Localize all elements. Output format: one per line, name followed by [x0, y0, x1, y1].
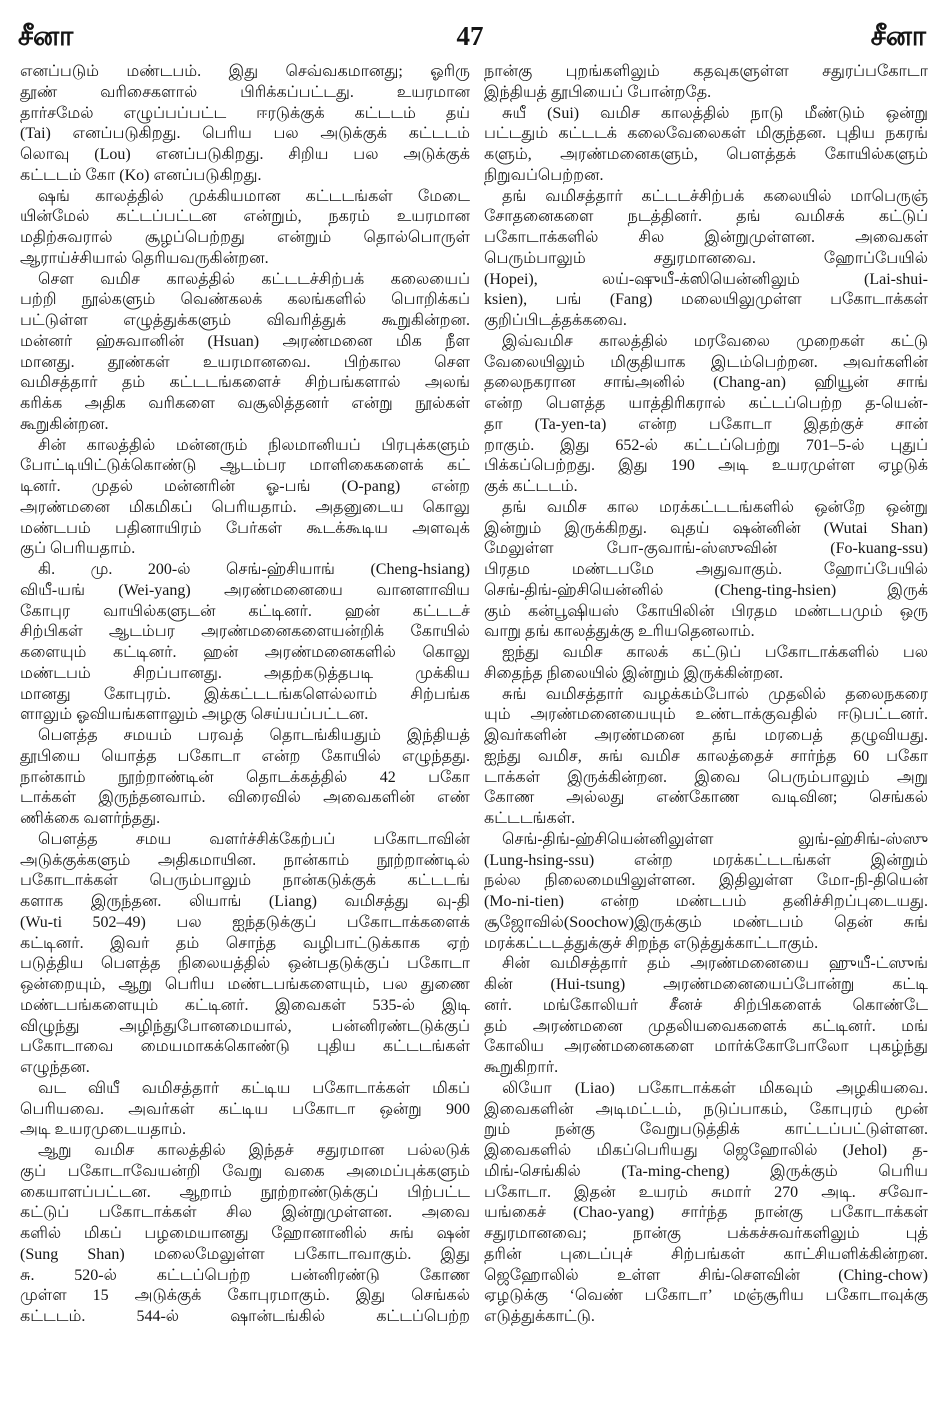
text-line: கட்டடம் கோ (Ko) எனப்படுகிறது.: [20, 166, 262, 184]
text-line: சிற்பிகள் ஆடம்பர அரண்மனைகளையன்றிக் கோயில்: [20, 623, 470, 641]
text-line: மண்டபம் பதினாயிரம் பேர்கள் கூடக்கூடிய அளவுக்: [20, 519, 470, 537]
text-line: என்ற பௌத்த யாத்திரிகரால் கட்டப்பெற்ற த-யென்-: [484, 395, 928, 412]
text-line: ஐந்து வமிச காலக் கட்டுப் பகோடாக்களில் பல: [502, 644, 928, 661]
text-line: தார்சமேல் எழுப்பப்பட்ட ஈரடுக்குக் கட்டடம் தய்: [20, 104, 470, 122]
paragraph: [20, 270, 470, 436]
text-line: ஐந்து வமிச, சுங் வமிச காலத்தைச் சார்ந்த 60 பகோ: [484, 747, 928, 765]
text-line: களும், அரண்மனைகளும், பௌத்தக் கோயில்களும்: [484, 146, 928, 163]
text-line: (Mo-ni-tien) என்ற மண்டபம் தனிச்சிறப்புடையது.: [484, 893, 928, 910]
text-line: மிங்-செங்கில் (Ta-ming-cheng) இருக்கும் பெரிய: [484, 1162, 928, 1180]
text-line: தூண் வரிசைகளால் பிரிக்கப்பட்டது. உயரமான: [20, 83, 470, 101]
text-line: தலைநகரான சாங்அனில் (Chang-an) ஹியூன் சாங்: [484, 374, 928, 392]
paragraph: [484, 643, 928, 685]
text-line: யும் அரண்மனையையும் உண்டாக்குவதில் ஈடுபட்டனர்.: [484, 706, 928, 724]
text-line: களையும் கட்டினர். ஹன் அரண்மனைகளில் கொலு: [20, 644, 470, 661]
text-line: மானது கோபுரம். இக்கட்டடங்களெல்லாம் சிற்பங்க: [20, 685, 470, 703]
text-line: இந்தியத் தூபியைப் போன்றதே.: [484, 83, 712, 101]
text-line: குப் பெரியதாம்.: [20, 540, 136, 558]
text-line: பற்றி நூல்களும் வெண்கலக் கலங்களில் பொறிக்கப்: [20, 291, 470, 309]
text-line: ணிக்கை வளர்ந்தது.: [20, 810, 161, 827]
text-line: மானது. தூண்கள் உயரமானவை. பிற்கால சௌ: [20, 353, 470, 371]
text-line: கின் (Hui-tsung) அரண்மனையைப்போன்று கட்டி: [484, 976, 928, 993]
paragraph: [484, 954, 928, 1079]
paragraph: [484, 498, 928, 643]
text-line: மேலுள்ள போ-குவாங்-ஸ்ஸுவின் (Fo-kuang-ssu): [484, 540, 928, 558]
text-line: குக் கட்டடம்.: [484, 478, 578, 495]
text-line: கி. மு. 200-ல் செங்-ஹ்சியாங் (Cheng-hsiang): [38, 561, 470, 578]
text-line: ஆராய்ச்சியால் தெரியவருகின்றன.: [20, 249, 269, 267]
text-line: மண்டபங்களையும் கட்டினர். இவைகள் 535-ல் இடி: [20, 996, 470, 1014]
text-line: டாக்கள் இருந்தனவாம். விரைவில் அவைகளின் எண்: [20, 789, 470, 807]
text-line: பௌத்த சமயம் பரவத் தொடங்கியதும் இந்தியத்: [38, 727, 470, 744]
text-line: கட்டினர். இவர் தம் சொந்த வழிபாட்டுக்காக ஏற்: [20, 934, 470, 952]
text-line: முள்ள 15 அடுக்குக் கோபுரமாகும். இது செங்கல்: [20, 1287, 470, 1305]
text-line: பட்டதும் கட்டடக் கலைவேலைகள் மிகுந்தன. புதிய நகரங்: [484, 125, 928, 143]
text-line: பகோடாவை மையமாகக்கொண்டு புதிய கட்டடங்கள்: [20, 1038, 470, 1056]
text-line: செங்-திங்-ஹ்சியென்னில் (Cheng-ting-hsien) இருக்: [484, 581, 928, 599]
text-line: ksien), பங் (Fang) மலையிலுமுள்ள பகோடாக்கள்: [484, 291, 928, 309]
text-line: ளாலும் ஓவியங்களாலும் அழகு செய்யப்பட்டன.: [20, 706, 369, 724]
text-line: மரக்கட்டடத்துக்குச் சிறந்த எடுத்துக்காட்டாகும்.: [484, 934, 819, 952]
text-line: போட்டியிட்டுக்கொண்டு ஆடம்பர மாளிகைகளைக் கட்: [20, 457, 470, 475]
text-line: வமிசத்தார் தம் கட்டடங்களைச் சிற்பங்களால் அலங்: [20, 374, 470, 392]
paragraph: [20, 1141, 470, 1328]
text-line: தங் வமிசத்தார் கட்டடச்சிற்பக் கலையில் மாபெருஞ்: [502, 187, 928, 205]
text-line: பௌத்த சமய வளர்ச்சிக்கேற்பப் பகோடாவின்: [38, 830, 470, 848]
text-line: பட்டுள்ள எழுத்துக்களும் விவரித்துக் கூறுகின்றன.: [20, 312, 470, 329]
text-line: சின் காலத்தில் மன்னரும் நிலமானியப் பிரபுக்களும்: [38, 436, 470, 454]
paragraph: [484, 332, 928, 498]
text-line: டினர். முதல் மன்னரின் ஓ-பங் (O-pang) என்ற: [20, 478, 470, 495]
paragraph: [20, 830, 470, 1079]
text-line: வியீ-யங் (Wei-yang) அரண்மனையை வானளாவிய: [20, 581, 470, 599]
running-head-left: சீனா: [18, 21, 74, 51]
text-line: பிரதம மண்டபமே அதுவாகும். ஹோப்பேயில்: [484, 561, 928, 578]
text-line: மண்டபம் சிறப்பானது. அதற்கடுத்தபடி முக்கிய: [20, 664, 470, 682]
text-line: செங்-திங்-ஹ்சியென்னிலுள்ள லுங்-ஹ்சிங்-ஸ்ஸு: [502, 830, 928, 848]
text-line: குறிப்பிடத்தக்கவை.: [484, 312, 627, 329]
text-line: (Lung-hsing-ssu) என்ற மரக்கட்டடங்கள் இன்றும்: [484, 851, 928, 869]
text-line: சுங் வமிசத்தார் வழக்கம்போல் முதலில் தலைநகரை: [502, 685, 928, 703]
running-head-right: சீனா: [870, 21, 926, 51]
text-line: (Wu-ti 502–49) பல ஐந்தடுக்குப் பகோடாக்களைக்: [20, 913, 470, 931]
text-line: சின் வமிசத்தார் தம் அரண்மனையை ஹுயீ-ட்ஸுங்: [502, 955, 928, 973]
paragraph: [484, 830, 928, 955]
text-line: அடுக்குக்களும் அதிகமாயின. நான்காம் நூற்றாண்டில்: [20, 851, 470, 869]
paragraph: [484, 187, 928, 332]
page-number: 47: [456, 21, 484, 51]
paragraph: [20, 726, 470, 830]
text-line: தங் வமிச கால மரக்கட்டடங்களில் ஒன்றே ஒன்று: [502, 498, 928, 516]
text-line: பெரும்பாலும் சதுரமானவை. ஹோப்பேயில்: [484, 249, 928, 267]
paragraph: [484, 1079, 928, 1328]
text-line: (Sung Shan) மலைமேலுள்ள பகோடாவாகும். இது: [20, 1245, 470, 1263]
paragraph: [484, 62, 928, 104]
text-line: நல்ல நிலைமையிலுள்ளன. இதிலுள்ள மோ-நி-தியென்: [484, 872, 928, 890]
text-line: பெரியவை. அவர்கள் கட்டிய பகோடா ஒன்று 900: [20, 1100, 470, 1118]
text-line: தம் அரண்மனை முதலியவைகளைக் கட்டினர். மங்: [484, 1017, 928, 1035]
text-line: (Tai) எனப்படுகிறது. பெரிய பல அடுக்குக் கட்டடம்: [20, 125, 470, 143]
text-line: அரண்மனை மிகமிகப் பெரியதாம். அதனுடைய கொலு: [20, 498, 470, 516]
text-line: பகோடா. இதன் உயரம் சுமார் 270 அடி. சவோ-: [484, 1183, 928, 1201]
text-line: கட்டுப் பகோடாக்கள் சில இன்றுமுள்ளன. அவை: [20, 1204, 470, 1222]
text-line: இவர்களின் அரண்மனை தங் மரபைத் தழுவியது.: [484, 727, 928, 744]
text-line: பிக்கப்பெற்றது. இது 190 அடி உயரமுள்ள ஏழடுக்: [484, 457, 928, 475]
text-line: னர். மங்கோலியர் சீனச் சிற்பிகளைக் கொண்டே: [484, 996, 928, 1014]
text-line: கையாளப்பட்டன. ஆறாம் நூற்றாண்டுக்குப் பிற்பட்ட: [20, 1183, 470, 1201]
text-line: கூறுகின்றன.: [20, 415, 109, 433]
text-line: பகோடாக்கள் பெரும்பாலும் நான்கடுக்குக் கட்டடங்: [20, 872, 470, 890]
text-line: சோதனைகளை நடத்தினர். தங் வமிசக் கட்டுப்: [484, 208, 928, 226]
text-line: குப் பகோடாவேயன்றி வேறு வகை அமைப்புக்களும்: [20, 1162, 470, 1180]
text-line: கோண அல்லது எண்கோண வடிவின; செங்கல்: [484, 789, 928, 807]
text-line: தரின் புடைப்புச் சிற்பங்கள் காட்சியளிக்கின்றன.: [484, 1245, 928, 1263]
text-line: எழுந்தன.: [20, 1059, 90, 1076]
paragraph: [20, 436, 470, 561]
text-line: கூறுகிறார்.: [484, 1059, 559, 1076]
text-line: கோலிய அரண்மனைகளை மார்க்கோபோலோ புகழ்ந்து: [484, 1038, 928, 1056]
text-line: மதிற்சுவரால் சூழப்பெற்றது என்றும் தொல்பொருள்: [20, 229, 470, 246]
text-line: சு. 520-ல் கட்டப்பெற்ற பன்னிரண்டு கோண: [20, 1266, 470, 1284]
paragraph: [20, 1079, 470, 1141]
text-line: லொவு (Lou) எனப்படுகிறது. சிறிய பல அடுக்குக்: [20, 146, 470, 163]
text-line: இவைகளின் அடிமட்டம், நடுப்பாகம், கோபுரம் மூன்: [484, 1100, 928, 1118]
text-line: விழுந்து அழிந்துபோனமையால், பன்னிரண்டடுக்குப்: [20, 1017, 470, 1035]
text-line: கோபுர வாயில்களுடன் கட்டினர். ஹன் கட்டடச்: [20, 602, 470, 620]
text-line: கட்டடம். 544-ல் ஷான்டங்கில் கட்டப்பெற்ற: [20, 1308, 470, 1325]
text-line: அடி உயரமுடையதாம்.: [20, 1121, 187, 1139]
text-line: தூபியை யொத்த பகோடா என்ற கோயில் எழுந்தது.: [20, 747, 470, 765]
text-line: சிதைந்த நிலையில் இன்றும் இருக்கின்றன.: [484, 664, 784, 682]
text-line: தா (Ta-yen-ta) என்ற பகோடா இதற்குச் சான்: [484, 415, 928, 433]
text-line: கரிக்க அதிக வரிகளை வசூலித்தனர் என்று நூல்கள்: [20, 395, 470, 412]
text-line: ஷங் காலத்தில் முக்கியமான கட்டடங்கள் மேடை: [38, 187, 470, 205]
text-line: கும் கன்பூஷியஸ் கோயிலின் பிரதம மண்டபமும் ஒரு: [484, 602, 928, 620]
text-line: கட்டடங்கள்.: [484, 810, 576, 827]
paragraph: [20, 187, 470, 270]
text-line: சூஜோவில்(Soochow)இருக்கும் மண்டபம் தென் சுங்: [484, 913, 928, 931]
right-column: [484, 62, 928, 1328]
text-line: றும் நன்கு வேறுபடுத்திக் காட்டப்பட்டுள்ளன.: [484, 1121, 928, 1139]
text-line: வாறு தங் காலத்துக்கு உரியதெனலாம்.: [484, 623, 755, 641]
text-line: இவைகளில் மிகப்பெரியது ஜெஹோலில் (Jehol) த-: [484, 1142, 928, 1159]
paragraph: [20, 560, 470, 726]
text-line: (Hopei), லய்-ஷுயீ-க்ஸியென்னிலும் (Lai-shui-: [484, 270, 928, 288]
text-line: பகோடாக்களில் சில இன்றுமுள்ளன. அவைகள்: [484, 229, 928, 246]
text-line: ஆறு வமிச காலத்தில் இந்தச் சதுரமான பல்லடுக்: [38, 1142, 470, 1159]
paragraph: [484, 104, 928, 187]
text-line: நான்கு புறங்களிலும் கதவுகளுள்ள சதுரப்பகோடா: [484, 63, 928, 80]
paragraph: [20, 62, 470, 187]
text-line: சுயீ (Sui) வமிச காலத்தில் நாடு மீண்டும் ஒன்று: [502, 104, 928, 122]
text-line: எனப்படும் மண்டபம். இது செவ்வகமானது; ஓரிரு: [20, 63, 470, 80]
text-line: மன்னர் ஹ்சுவானின் (Hsuan) அரண்மனை மிக நீள: [20, 332, 470, 350]
paragraph: [484, 685, 928, 830]
text-line: றாகும். இது 652-ல் கட்டப்பெற்று 701–5-ல் புதுப்: [484, 436, 928, 454]
text-line: ஒன்றையும், ஆறு பெரிய மண்டபங்களையும், பல துணை: [20, 976, 470, 993]
text-line: சௌ வமிச காலத்தில் கட்டடச்சிற்பக் கலையைப்: [38, 270, 470, 288]
left-column: [20, 62, 470, 1328]
text-line: நிறுவப்பெற்றன.: [484, 166, 604, 184]
text-line: படுத்திய பௌத்த நிலையத்தில் ஒன்பதடுக்குப் பகோடா: [20, 955, 470, 973]
text-line: யங்கைச் (Chao-yang) சார்ந்த நான்கு பகோடாக்கள்: [484, 1204, 928, 1222]
text-line: நான்காம் நூற்றாண்டின் தொடக்கத்தில் 42 பகோ: [20, 768, 470, 786]
text-line: ஜெஹோலில் உள்ள சிங்-சௌவின் (Ching-chow): [484, 1266, 928, 1284]
text-line: டாக்கள் இருக்கின்றன. இவை பெரும்பாலும் அறு: [484, 768, 928, 786]
text-line: யின்மேல் கட்டப்பட்டன என்றும், நகரம் உயரமான: [20, 208, 470, 226]
text-line: சதுரமானவை; நான்கு பக்கச்சுவர்களிலும் புத்: [484, 1225, 928, 1242]
text-line: வட வியீ வமிசத்தார் கட்டிய பகோடாக்கள் மிகப்: [38, 1079, 470, 1097]
text-line: ஏழடுக்கு ‘வெண் பகோடா’ மஞ்சூரிய பகோடாவுக்கு: [484, 1287, 928, 1305]
text-line: களாக இருந்தன. லியாங் (Liang) வமிசத்து வு-தி: [20, 893, 470, 910]
text-line: இவ்வமிச காலத்தில் மரவேலை முறைகள் கட்டு: [502, 332, 928, 350]
text-line: இன்றும் இருக்கிறது. வுதய் ஷன்னின் (Wutai Shan): [484, 519, 928, 537]
text-line: எடுத்துக்காட்டு.: [484, 1308, 595, 1325]
text-line: வேலையிலும் மிகுதியாக இடம்பெற்றன. அவர்களின்: [484, 353, 928, 371]
text-line: லியோ (Liao) பகோடாக்கள் மிகவும் அழகியவை.: [502, 1079, 928, 1097]
text-line: களில் மிகப் பழமையானது ஹோனானில் சுங் ஷன்: [20, 1225, 470, 1242]
